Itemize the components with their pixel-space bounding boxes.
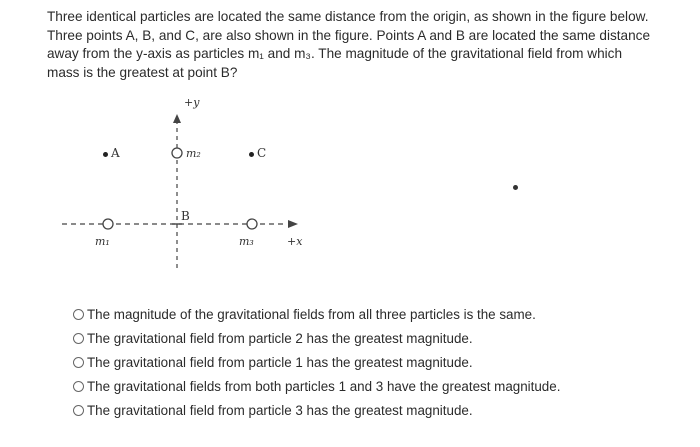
answer-options [73,302,673,422]
radio-button[interactable] [73,405,84,416]
point-a-dot [103,152,108,157]
y-axis-label: +y [184,96,200,109]
option-label: The gravitational fields from both particles 1 and 3 have the greatest magnitude. [87,378,561,394]
option-particle-2[interactable] [73,326,673,350]
mass-3-label: m₃ [239,235,254,248]
x-axis-arrow [288,220,298,228]
option-label: The gravitational field from particle 3 has the greatest magnitude. [87,402,473,418]
point-c-dot [249,152,254,157]
point-c-label: C [257,146,267,160]
question-line: mass is the greatest at point B? [47,64,238,80]
option-label: The gravitational field from particle 2 has the greatest magnitude. [87,330,473,346]
radio-button[interactable] [73,333,84,344]
option-particle-1[interactable] [73,350,673,374]
particle-m1-circle [103,219,113,229]
stray-dot [513,185,518,190]
radio-button[interactable] [73,381,84,392]
point-b-label: B [181,209,190,223]
option-particle-3[interactable] [73,398,673,422]
option-label: The magnitude of the gravitational fields from all three particles is the same. [87,306,536,322]
point-a-label: A [111,146,120,160]
option-all-same[interactable] [73,302,673,326]
option-label: The gravitational field from particle 1 has the greatest magnitude. [87,354,473,370]
question-text [47,8,687,82]
y-axis-arrow [173,114,181,123]
particle-m3-circle [247,219,257,229]
radio-button[interactable] [73,357,84,368]
question-line: Three identical particles are located the same distance from the origin, as shown in the figure below. [47,9,649,24]
figure-axes [40,92,360,282]
mass-1-label: m₁ [95,235,110,248]
option-particles-1-and-3[interactable] [73,374,673,398]
particle-figure [40,92,360,282]
question-line: away from the y-axis as particles m₁ and m₃. The magnitude of the gravitational field from which [47,46,623,61]
particle-m2-circle [172,148,182,158]
radio-button[interactable] [73,309,84,320]
question-line: Three points A, B, and C, are also shown in the figure. Points A and B are located the same distance [47,27,651,43]
x-axis-label: +x [287,235,303,248]
mass-2-label: m₂ [186,147,201,160]
